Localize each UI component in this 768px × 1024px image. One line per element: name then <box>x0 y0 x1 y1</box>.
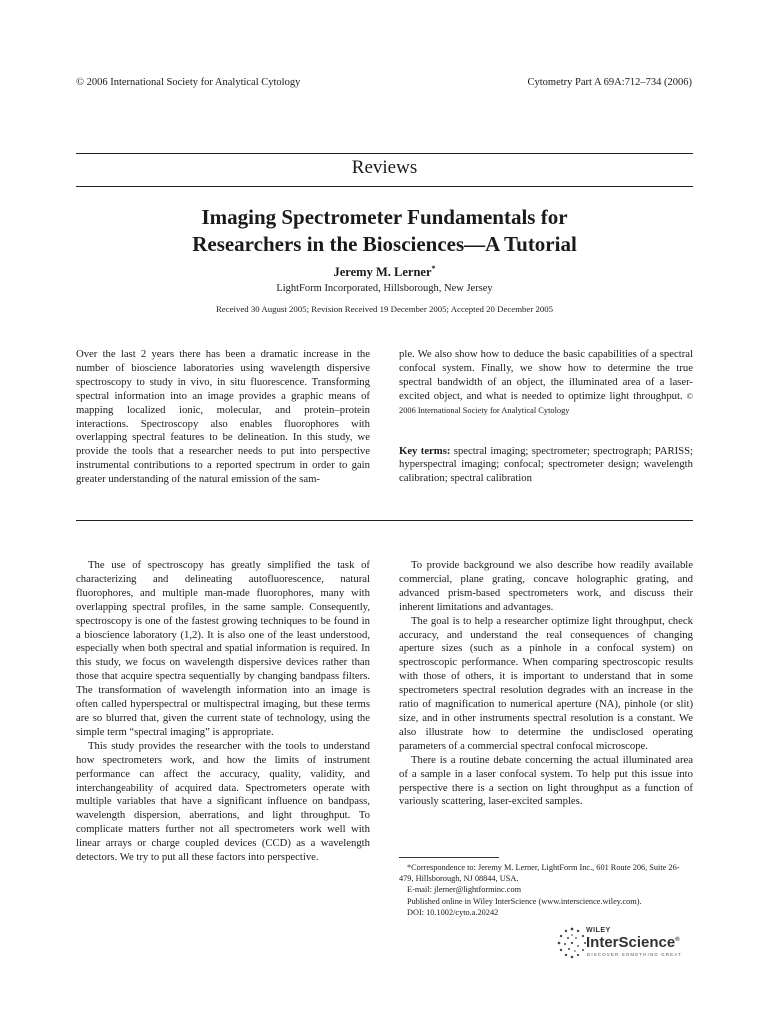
dotted-globe-icon <box>556 926 588 960</box>
logo-wiley: WILEY <box>586 927 611 934</box>
received-dates: Received 30 August 2005; Revision Received 19 December 2005; Accepted 20 December 2005 <box>215 304 554 314</box>
key-terms-list: spectral imaging; spectrometer; spectrograph; PARISS; hyperspectral imaging; confocal; spectrometer design; wavelength calibration; spectral calibration <box>399 444 694 485</box>
section-rule <box>76 186 693 187</box>
logo-interscience-text: InterScience <box>586 934 676 951</box>
published-online: Published online in Wiley InterScience (www.interscience.wiley.com). <box>407 896 642 906</box>
doi: DOI: 10.1002/cyto.a.20242 <box>407 907 499 917</box>
abstract-rule <box>76 520 693 521</box>
abstract-copyright: © 2006 International Society for Analytical Cytology <box>399 391 693 415</box>
abstract-text-right <box>399 348 693 418</box>
author-line <box>76 264 693 280</box>
author-name: Jeremy M. Lerner <box>333 265 432 280</box>
top-rule <box>76 153 693 154</box>
journal-copyright: © 2006 International Society for Analytical Cytology <box>76 77 301 88</box>
abstract-text-left: Over the last 2 years there has been a dramatic increase in the number of bioscience laboratories using wavelength dispersive spectroscopy to study in vivo, in situ fluorescence. Transforming spectral information into an image provides a graphic means of mapping localized ionic, molecular, and protein–protein interactions. Spectroscopy also enables fluorophores with overlapping spectral features to be delineation. In this study, we provide the tools that a researcher needs to put into perspective instrumental contributions to a reported spectrum in order to gain greater understanding of the natural emission of the sam- <box>76 348 370 486</box>
footnote <box>399 862 693 918</box>
body-paragraph: There is a routine debate concerning the actual illuminated area of a sample in a laser confocal system. To help put this issue into perspective there is a section on light throughput as a function of variously scattering, laser-excited samples. <box>399 753 693 808</box>
body-right-column <box>399 559 693 809</box>
footnote-rule <box>399 857 499 858</box>
author-mark: * <box>431 264 436 273</box>
logo-registered-mark: ® <box>675 937 680 943</box>
logo-interscience <box>586 934 680 951</box>
body-left-column <box>76 559 370 865</box>
body-paragraph: The use of spectroscopy has greatly simplified the task of characterizing and delineating autofluorescence, natural fluorophores, and multiple man-made fluorophores, many with overlapping spectral profiles, in the same sample. Consequently, spectroscopy is one of the fastest growing techniques to be found in a bioscience laboratory (1,2). It is also one of the least understood, especially when both spectral and spatial information is required. In this study, we focus on wavelength dispersive devices rather than those that acquire spectra sequentially by changing bandpass filters. The transformation of wavelength information into an image is often called hyperspectral or multispectral imaging, but these terms are so blurred that, given the current state of technology, using the simple term “spectral imaging” is appropriate. <box>76 559 370 738</box>
abstract-left-column <box>76 348 370 487</box>
section-heading: Reviews <box>351 157 418 178</box>
affiliation: LightForm Incorporated, Hillsborough, New Jersey <box>276 283 493 294</box>
title-line-1: Imaging Spectrometer Fundamentals for <box>201 205 568 229</box>
email: E-mail: jlerner@lightforminc.com <box>407 885 522 895</box>
body-paragraph: To provide background we also describe how readily available commercial, plane grating, concave holographic grating, and advanced prism-based spectrometers work, and discuss their inherent limitations and advantages. <box>399 559 693 613</box>
abstract-right-text: ple. We also show how to deduce the basic capabilities of a spectral confocal system. Finally, we show how to determine the true spectral bandwidth of an object, the illuminated area of a laser-excited object, and what is needed to optimize light throughput. <box>399 348 693 402</box>
logo-tagline: DISCOVER SOMETHING GREAT <box>587 952 682 957</box>
body-paragraph: The goal is to help a researcher optimize light throughput, check accuracy, and understand the real consequences of changing aperture sizes (such as a pinhole in a confocal system) on spectroscopic performance. When comparing spectroscopic results with those of others, it is important to understand that in some spectrometers spectral resolution degrades with an increase in the ratio of magnification to numerical aperture (NA), pinhole (or slit) size, and in other instruments spectral resolution is a constant. We also illustrate how to determine the undisclosed operating parameters of a commercial spectral confocal microscope. <box>399 614 693 752</box>
key-terms <box>399 445 693 487</box>
wiley-interscience-logo <box>556 926 696 960</box>
title-line-2: Researchers in the Biosciences—A Tutorial <box>192 232 577 256</box>
abstract-right-column <box>399 348 693 486</box>
body-paragraph: This study provides the researcher with the tools to understand how spectrometers work, and how the limits of instrument performance can affect the accuracy, quality, validity, and interchangeability of acquired data. Spectrometers operate with multiple variables that have a significant influence on bandpass, wavelength dispersion, aberrations, and light throughput. To complicate matters further not all spectrometers work well with linear arrays or charge coupled devices (CCD) as a wavelength detectors. We try to put all these factors into perspective. <box>76 739 370 864</box>
key-terms-label: Key terms: <box>399 444 451 457</box>
correspondence: *Correspondence to: Jeremy M. Lerner, LightForm Inc., 601 Route 206, Suite 26-479, Hillsborough, NJ 08844, USA. <box>399 863 680 884</box>
article-title <box>76 204 693 258</box>
journal-citation: Cytometry Part A 69A:712–734 (2006) <box>527 77 692 88</box>
